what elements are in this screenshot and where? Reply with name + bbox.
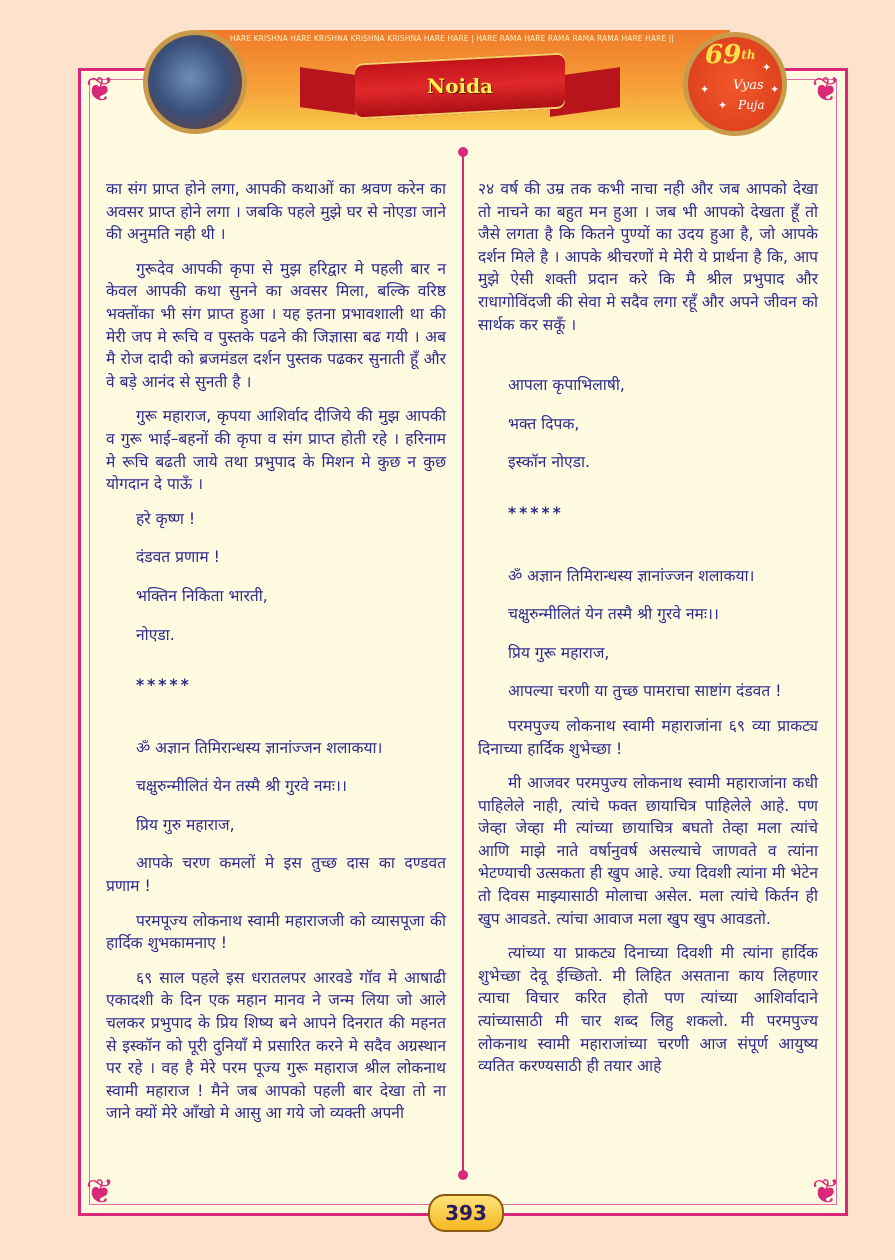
paragraph: गुरू महाराज, कृपया आशिर्वाद दीजिये की मुझ आपकी व गुरू भाई–बहनों की कृपा व संग प्राप्त होती रहे । हरिनाम मे रूचि बढती जाये तथा प्रभुपाद के मिशन मे कुछ न कुछ योगदान दे पाऊँ । [106,407,446,494]
header-mantra: HARE KRISHNA HARE KRISHNA KRISHNA KRISHNA HARE HARE | HARE RAMA HARE RAMA RAMA RAMA HARE HARE || [230,34,674,43]
mantra-line: ॐ अज्ञान तिमिरान्धस्य ज्ञानांज्जन शलाकया। [508,566,755,585]
deity-image [143,30,247,134]
paragraph: ६९ साल पहले इस धरातलपर आरवडे गॉव मे आषाढी एकादशी के दिन एक महान मानव ने जन्म लिया जो आले चलकर प्रभुपाद के प्रिय शिष्य बने आपने दिनरात की महनत से इस्कॉन को पूरी दुनियाँ मे प्रसारित करने मे सदैव अग्रस्थान पर रहे । वह है मेरे परम पूज्य गुरू महाराज श्रील लोकनाथ स्वामी महाराज ! मैने जब आपको पहली बार देखा तो ना जाने क्यों मेरे आँखो मे आसु आ गये जो व्यक्ती अपनी [106,968,446,1123]
sparkle-icon: ✦ [770,83,780,96]
left-column [106,178,446,1137]
salutation: प्रिय गुरू महाराज, [508,643,610,662]
badge-puja: Puja [738,98,765,112]
corner-ornament-icon: ❦ [85,70,115,110]
badge-vyas: Vyas [733,78,764,93]
mantra-line: ॐ अज्ञान तिमिरान्धस्य ज्ञानांज्जन शलाकया। [136,738,383,757]
greeting: हरे कृष्ण ! [136,509,196,528]
page-number: 393 [428,1194,504,1232]
divider-dot [458,1170,468,1180]
greeting: दंडवत प्रणाम ! [136,548,220,567]
paragraph: गुरूदेव आपकी कृपा से मुझ हरिद्वार मे पहली बार न केवल आपकी कथा सुनने का अवसर मिला, बल्कि वरिष्ठ भक्तोंका भी संग प्राप्त हुआ । यह इतना प्रभावशाली था की मेरी जप मे रूचि व पुस्तके पढने की जिज्ञासा बढ गयी । अब मै रोज दादी को ब्रजमंडल दर्शन पुस्तक पढकर सुनाती हूँ और वे बड़े आनंद से सुनती है । [106,259,446,391]
signature-name: भक्त दिपक, [508,414,580,433]
paragraph: मी आजवर परमपुज्य लोकनाथ स्वामी महाराजांना कधी पाहिलेले नाही, त्यांचे फक्त छायाचित्र पाहिलेले आहे. पण जेव्हा जेव्हा मी त्यांच्या छायाचित्र बघतो तेव्हा मला त्यांचे आणि माझे नाते वर्षानुवर्ष असल्याचे जाणवते व त्यांना भेटण्याची उत्सकता ही खुप आहे. ज्या दिवशी त्यांना मी भेटेन तो दिवस माझ्यासाठी मोलाचा असेल. मला त्यांचे किर्तन ही खुप आवडते. त्यांचा आवाज मला खुप खुप आवडतो. [478,774,818,928]
badge-number: 69th [705,40,756,70]
signature-place: इस्कॉन नोएडा. [508,453,591,472]
corner-ornament-icon: ❦ [811,70,841,110]
corner-ornament-icon: ❦ [85,1172,115,1212]
salutation: प्रिय गुरु महाराज, [136,815,235,834]
sparkle-icon: ✦ [700,83,710,96]
mantra-line: चक्षुरुन्मीलितं येन तस्मै श्री गुरवे नमः।। [136,777,347,796]
signature-closing: आपला कृपाभिलाषी, [508,376,625,395]
paragraph: का संग प्राप्त होने लगा, आपकी कथाओं का श्रवण करेन का अवसर प्राप्त होने लगा । जबकि पहले मुझे घर से नोएडा जाने की अनुमति नही थी । [106,180,446,244]
sparkle-icon: ✦ [718,99,728,112]
paragraph: त्यांच्या या प्राकट्य दिनाच्या दिवशी मी त्यांना हार्दिक शुभेच्छा देवू ईच्छितो. मी लिहित असताना काय लिहणार त्याचा विचार करित होतो पण त्यांच्या आशिर्वादाने त्यांच्यासाठी मी चार शब्द लिहु शकलो. मी परमपुज्य लोकनाथ स्वामी महाराजांच्या चरणी आज संपूर्ण आयुष्य व्यतित करण्यसाठी ही तयार आहे [478,944,818,1076]
mantra-line: चक्षुरुन्मीलितं येन तस्मै श्री गुरवे नमः।। [508,605,719,624]
signature-place: नोएडा. [136,625,175,644]
column-divider [462,150,464,1175]
right-column [478,178,818,1090]
section-separator: ***** [136,676,192,695]
paragraph: परमपूज्य लोकनाथ स्वामी महाराजजी को व्यासपूजा की हार्दिक शुभकामनाए ! [106,911,446,953]
signature-name: भक्तिन निकिता भारती, [136,586,268,605]
paragraph: २४ वर्ष की उम्र तक कभी नाचा नही और जब आपको देखा तो नाचने का बहुत मन हुआ । जब भी आपको देखता हूँ तो जैसे लगता है कि कितने पुण्यों का उदय हुआ है, जो आपके दर्शन मिले है । आपके श्रीचरणों मे मेरी ये प्रार्थना है कि, आप मुझे ऐसी शक्ती प्रदान करे कि मै श्रील प्रभुपाद और राधागोविंदजी की सेवा मे सदैव लगा रहूँ और अपने जीवन को सार्थक कर सकूँ । [478,180,818,334]
paragraph: परमपुज्य लोकनाथ स्वामी महाराजांना ६९ व्या प्राकट्य दिनाच्या हार्दिक शुभेच्छा ! [478,716,818,758]
section-separator: ***** [508,503,564,522]
divider-dot [458,147,468,157]
sparkle-icon: ✦ [762,61,772,74]
paragraph: आपल्या चरणी या तुच्छ पामराचा साष्टांग दंडवत ! [508,682,782,701]
corner-ornament-icon: ❦ [811,1172,841,1212]
page-title: Noida [426,74,494,98]
paragraph: आपके चरण कमलों मे इस तुच्छ दास का दण्डवत प्रणाम ! [106,854,446,896]
